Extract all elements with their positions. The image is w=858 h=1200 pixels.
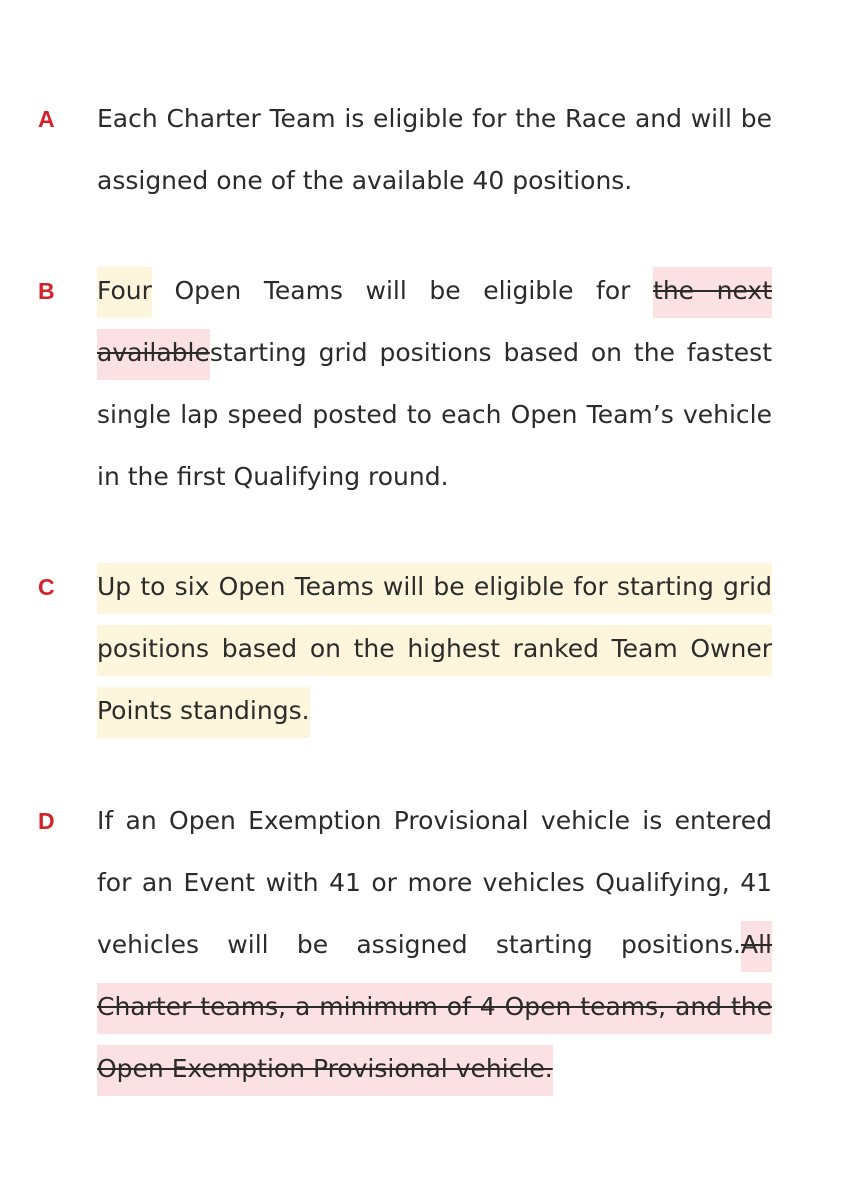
deleted-text: the next available xyxy=(97,267,772,380)
added-text: Up to six Open Teams will be eligible for starting grid positions based on the highest ranked Team Owner Points standings. xyxy=(97,563,772,738)
clause-body: starting grid positions based on the fastest single lap speed posted to each Open Team’s vehicle in the first Qualifying round. xyxy=(97,338,772,491)
clause-body: Each Charter Team is eligible for the Race and will be assigned one of the available 40 positions. xyxy=(97,104,772,195)
clause-text xyxy=(97,260,772,508)
clause-text xyxy=(97,88,772,212)
clause-letter: D xyxy=(38,808,55,834)
clause-text xyxy=(97,556,772,742)
clause-text xyxy=(97,790,772,1100)
added-text: Four xyxy=(97,267,152,318)
clause-body: Open Teams will be eligible for xyxy=(151,276,654,305)
deleted-text: All Charter teams, a minimum of 4 Open teams, and the Open Exemption Provisional vehicle. xyxy=(97,921,772,1096)
clause-body: If an Open Exemption Provisional vehicle is entered for an Event with 41 or more vehicles Qualifying, 41 vehicles will be assigned starting positions. xyxy=(97,806,772,959)
clause-letter: C xyxy=(38,574,55,600)
clause-letter: A xyxy=(38,106,55,132)
clause-letter: B xyxy=(38,278,55,304)
